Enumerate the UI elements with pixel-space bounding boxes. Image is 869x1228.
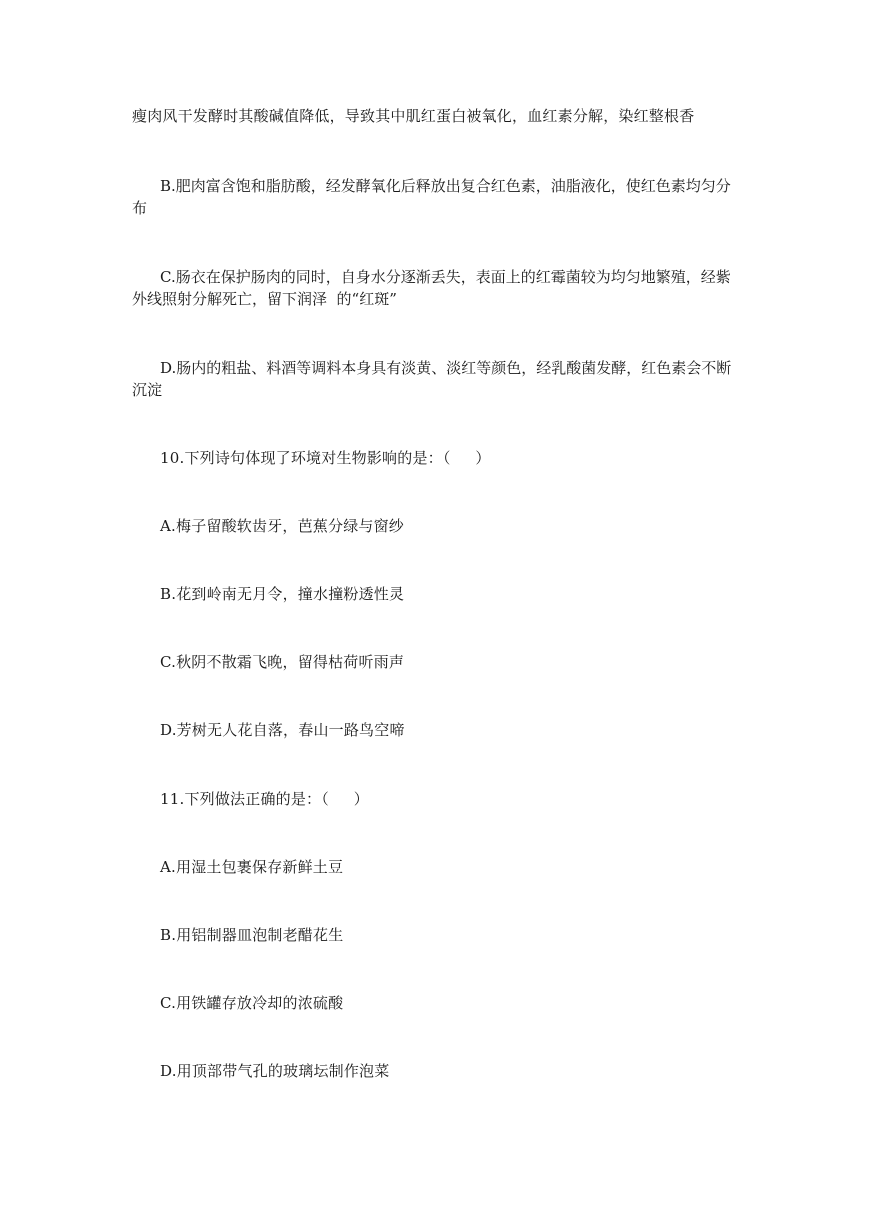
q9-option-c bbox=[132, 266, 742, 310]
q9-option-c-line2: 外线照射分解死亡，留下润泽 的“红斑” bbox=[132, 290, 397, 308]
q10-option-a: A.梅子留酸软齿牙，芭蕉分绿与窗纱 bbox=[160, 517, 405, 535]
q10-option-c: C.秋阴不散霜飞晚，留得枯荷听雨声 bbox=[160, 653, 405, 671]
q9-option-d bbox=[132, 357, 742, 401]
q11-option-c: C.用铁罐存放冷却的浓硫酸 bbox=[160, 994, 344, 1012]
q11-option-a: A.用湿土包裹保存新鲜土豆 bbox=[160, 858, 344, 876]
q10-stem: 10.下列诗句体现了环境对生物影响的是：（ ） bbox=[160, 449, 491, 467]
q11-option-b: B.用铝制器皿泡制老醋花生 bbox=[160, 926, 344, 944]
q9-option-d-line1: D.肠内的粗盐、料酒等调料本身具有淡黄、淡红等颜色，经乳酸菌发酵，红色素会不断 bbox=[160, 359, 732, 377]
q11-stem: 11.下列做法正确的是：（ ） bbox=[160, 790, 369, 808]
q9-option-b-line1: B.肥肉富含饱和脂肪酸，经发酵氧化后释放出复合红色素，油脂液化，使红色素均匀分 bbox=[160, 177, 731, 195]
q9-option-c-line1: C.肠衣在保护肠肉的同时，自身水分逐渐丢失，表面上的红霉菌较为均匀地繁殖，经紫 bbox=[160, 268, 731, 286]
q9-option-b-line2: 布 bbox=[132, 199, 148, 217]
q9-option-d-line2: 沉淀 bbox=[132, 381, 163, 399]
q10-option-b: B.花到岭南无月令，撞水撞粉透性灵 bbox=[160, 585, 405, 603]
q11-option-d: D.用顶部带气孔的玻璃坛制作泡菜 bbox=[160, 1062, 390, 1080]
q9-stem-continuation: 瘦肉风干发酵时其酸碱值降低，导致其中肌红蛋白被氧化，血红素分解，染红整根香 bbox=[132, 107, 695, 125]
q10-option-d: D.芳树无人花自落，春山一路鸟空啼 bbox=[160, 721, 405, 739]
q9-option-b bbox=[132, 175, 742, 219]
